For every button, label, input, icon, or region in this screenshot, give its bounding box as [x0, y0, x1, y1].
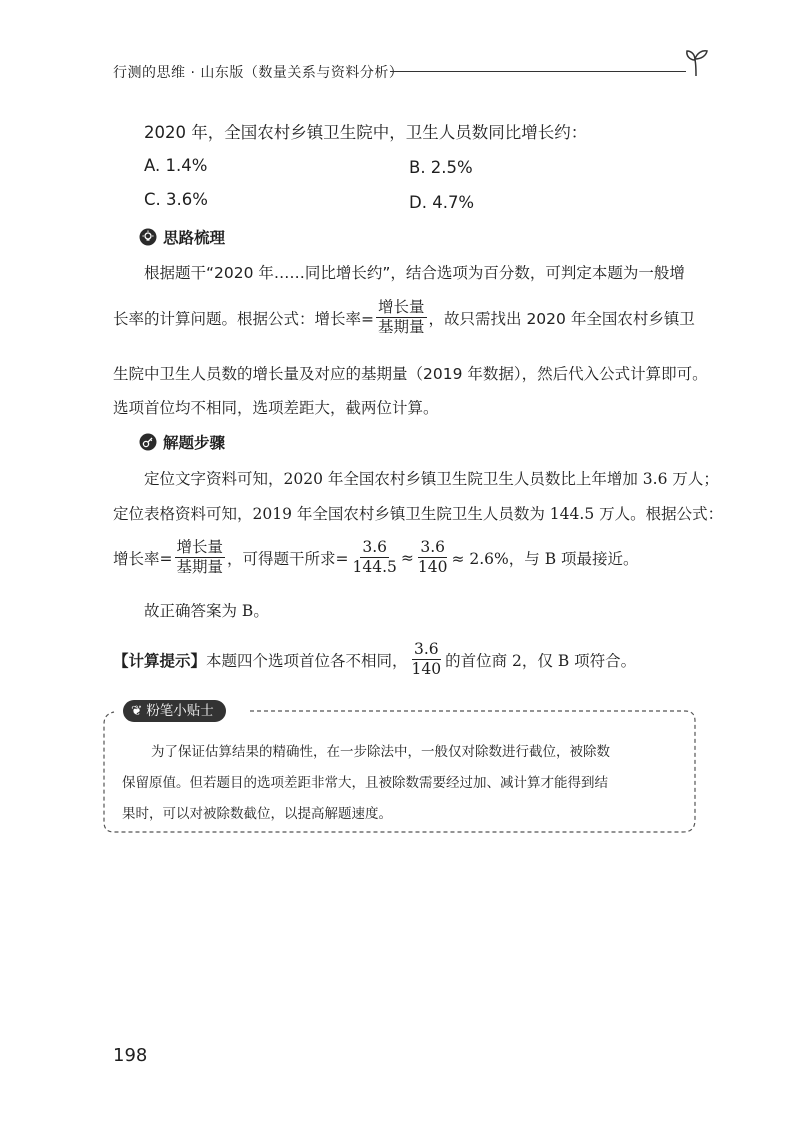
steps-line-3-mid: ，可得题干所求= — [227, 549, 349, 568]
option-b: B. 2.5% — [409, 158, 473, 177]
steps-line-1: 定位文字资料可知，2020 年全国农村乡镇卫生院卫生人员数比上年增加 3.6 万人； — [144, 470, 719, 488]
tip-box-label — [123, 700, 226, 722]
steps-line-3-end: ≈ 2.6%，与 B 项最接近。 — [451, 549, 639, 568]
answer-line: 故正确答案为 B。 — [144, 602, 269, 620]
leaf-icon: ❦ — [131, 703, 143, 719]
thinking-line-1: 根据题干“2020 年……同比增长约”，结合选项为百分数，可判定本题为一般增 — [144, 264, 685, 282]
tip-box-label-text: 粉笔小贴士 — [146, 703, 214, 719]
fraction-numerator: 3.6 — [412, 641, 441, 660]
running-header: 行测的思维 · 山东版（数量关系与资料分析） — [113, 65, 404, 81]
key-icon — [139, 433, 157, 451]
page-number: 198 — [113, 1045, 148, 1066]
section-title-steps: 解题步骤 — [163, 434, 226, 452]
formula-fraction — [376, 299, 427, 336]
steps-line-2: 定位表格资料可知，2019 年全国农村乡镇卫生院卫生人员数为 144.5 万人。根据公式： — [113, 505, 724, 523]
tip-line-2: 保留原值。但若题目的选项差距非常大，且被除数需要经过加、减计算才能得到结 — [122, 775, 608, 791]
thinking-line-4: 选项首位均不相同，选项差距大，截两位计算。 — [113, 399, 439, 417]
fraction-numerator: 增长量 — [175, 539, 226, 558]
tip-line-3: 果时，可以对被除数截位，以提高解题速度。 — [122, 806, 392, 822]
thinking-line-2-start: 长率的计算问题。根据公式：增长率= — [113, 309, 374, 328]
fraction-numerator: 3.6 — [360, 539, 389, 558]
lightbulb-icon — [139, 228, 157, 246]
fraction-denominator: 基期量 — [176, 558, 224, 577]
thinking-line-3: 生院中卫生人员数的增长量及对应的基期量（2019 年数据），然后代入公式计算即可。 — [113, 365, 708, 383]
steps-line-3-start: 增长率= — [113, 549, 173, 568]
calc-tip-text-end: 的首位商 2，仅 B 项符合。 — [445, 651, 637, 670]
fraction-numerator: 3.6 — [418, 539, 447, 558]
fraction-numerator: 增长量 — [376, 299, 427, 318]
question-stem: 2020 年，全国农村乡镇卫生院中，卫生人员数同比增长约： — [144, 123, 588, 142]
sprout-icon — [682, 44, 710, 78]
fraction-denominator: 140 — [417, 558, 448, 577]
approx-sign: ≈ — [400, 548, 414, 567]
thinking-line-2 — [113, 299, 695, 336]
option-d: D. 4.7% — [409, 193, 475, 212]
calc-fraction-exact — [351, 539, 399, 576]
calc-tip-text-start: 本题四个选项首位各不相同， — [206, 651, 408, 670]
option-a: A. 1.4% — [144, 156, 208, 175]
fraction-denominator: 基期量 — [378, 318, 425, 337]
section-title-thinking: 思路梳理 — [163, 229, 226, 247]
fraction-denominator: 144.5 — [352, 558, 397, 577]
thinking-line-2-end: ，故只需找出 2020 年全国农村乡镇卫 — [428, 309, 695, 328]
calc-fraction-truncated — [416, 539, 450, 576]
formula-fraction — [175, 539, 226, 576]
header-rule — [390, 71, 686, 72]
calc-tip-fraction — [410, 641, 444, 678]
calc-tip-label: 【计算提示】 — [113, 651, 207, 670]
option-c: C. 3.6% — [144, 190, 208, 209]
fraction-denominator: 140 — [411, 660, 442, 679]
calc-tip — [113, 641, 636, 678]
steps-line-3 — [113, 539, 639, 576]
tip-line-1: 为了保证估算结果的精确性，在一步除法中，一般仅对除数进行截位，被除数 — [151, 744, 610, 760]
